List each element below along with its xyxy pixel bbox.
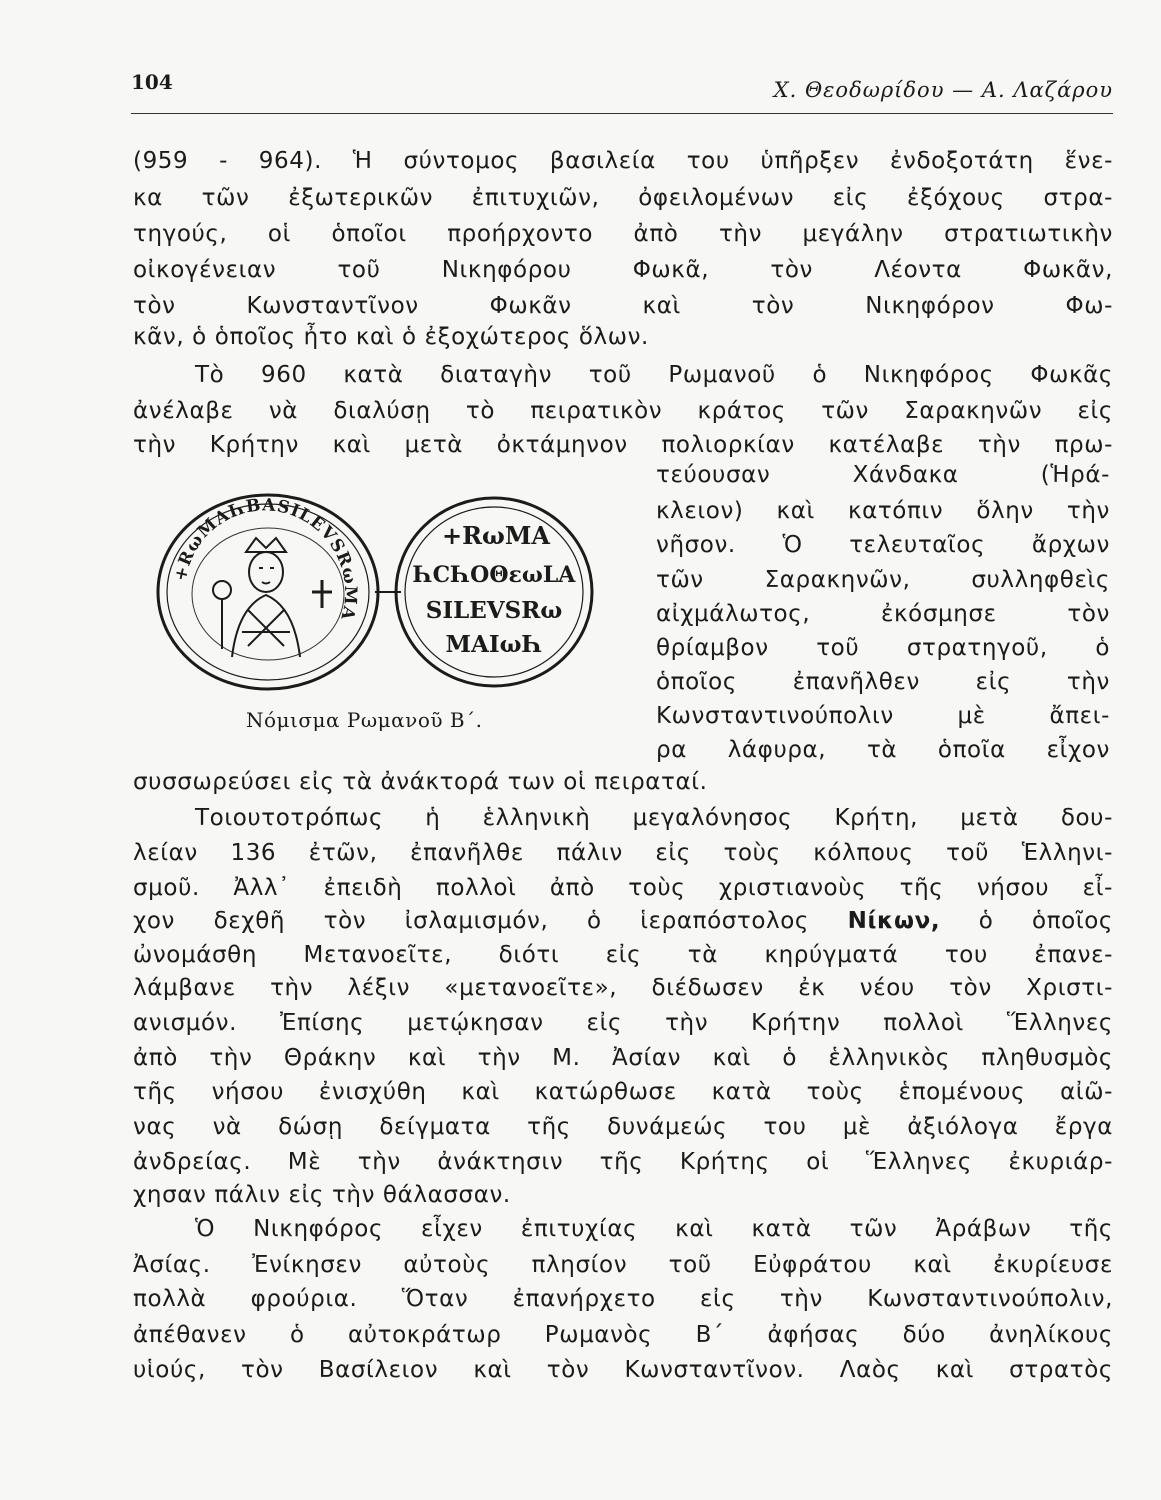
text-line: τὴν Κρήτην καὶ μετὰ ὀκτάμηνον πολιορκίαν κατέλαβε τὴν πρω- [133, 432, 1113, 458]
page-number: 104 [131, 70, 173, 94]
text-line: ἀνέλαβε νὰ διαλύσῃ τὸ πειρατικὸν κράτος τῶν Σαρακηνῶν εἰς [133, 398, 1113, 424]
text-line: τὸν Κωνσταντῖνον Φωκᾶν καὶ τὸν Νικηφόρον Φω- [133, 293, 1113, 319]
text-line: κλειον) καὶ κατόπιν ὅλην τὴν [656, 498, 1110, 524]
text-line: Τὸ 960 κατὰ διαταγὴν τοῦ Ρωμανοῦ ὁ Νικηφόρος Φωκᾶς [195, 362, 1113, 388]
text-line: λείαν 136 ἐτῶν, ἐπανῆλθε πάλιν εἰς τοὺς κόλπους τοῦ Ἑλληνι- [133, 840, 1113, 866]
text-line [133, 906, 1113, 936]
text-line: σμοῦ. Ἀλλ᾿ ἐπειδὴ πολλοὶ ἀπὸ τοὺς χριστιανοὺς τῆς νήσου εἶ- [133, 875, 1113, 901]
text-line: τῆς νήσου ἐνισχύθη καὶ κατώρθωσε κατὰ τοὺς ἑπομένους αἰῶ- [133, 1079, 1113, 1105]
text-line: οἰκογένειαν τοῦ Νικηφόρου Φωκᾶ, τὸν Λέοντα Φωκᾶν, [133, 257, 1113, 283]
text-line: Ἀσίας. Ἐνίκησεν αὐτοὺς πλησίον τοῦ Εὐφράτου καὶ ἐκυρίευσε [133, 1252, 1113, 1278]
text-line: ἀνδρείας. Μὲ τὴν ἀνάκτησιν τῆς Κρήτης οἱ Ἕλληνες ἐκυριάρ- [133, 1149, 1113, 1175]
reverse-line: MAIωҺ [445, 631, 543, 658]
text-line: κᾶν, ὁ ὁποῖος ἦτο καὶ ὁ ἐξοχώτερος ὅλων. [133, 324, 649, 350]
text-segment: ὁ ὁποῖος [940, 908, 1113, 934]
text-line: αἰχμάλωτος, ἐκόσμησε τὸν [656, 601, 1110, 627]
name-nikon: Νίκων, [847, 908, 941, 934]
text-line: (959 - 964). Ἡ σύντομος βασιλεία του ὑπῆρξεν ἐνδοξοτάτη ἕνε- [133, 148, 1113, 174]
text-line: ανισμόν. Ἐπίσης μετῴκησαν εἰς τὴν Κρήτην πολλοὶ Ἕλληνες [133, 1010, 1113, 1036]
text-line: χησαν πάλιν εἰς τὴν θάλασσαν. [133, 1182, 511, 1208]
coin-reverse-legend [413, 521, 577, 658]
text-line: τηγούς, οἱ ὁποῖοι προήρχοντο ἀπὸ τὴν μεγάλην στρατιωτικὴν [133, 221, 1113, 247]
text-line: πολλὰ φρούρια. Ὅταν ἐπανήρχετο εἰς τὴν Κωνσταντινούπολιν, [133, 1286, 1113, 1312]
text-segment: χον δεχθῆ τὸν ἰσλαμισμόν, ὁ ἱεραπόστολος [133, 908, 848, 934]
text-line: ἀπέθανεν ὁ αὐτοκράτωρ Ρωμανὸς Β΄ ἀφήσας δύο ἀνηλίκους [133, 1322, 1113, 1348]
text-line: ρα λάφυρα, τὰ ὁποῖα εἶχον [656, 737, 1110, 763]
reverse-line: ҺCҺOΘεωLA [412, 562, 576, 588]
text-line: νας νὰ δώσῃ δείγματα τῆς δυνάμεώς του μὲ ἀξιόλογα ἔργα [133, 1114, 1113, 1140]
text-line: υἱούς, τὸν Βασίλειον καὶ τὸν Κωνσταντῖνον. Λαὸς καὶ στρατὸς [133, 1357, 1113, 1383]
text-line: Ὁ Νικηφόρος εἶχεν ἐπιτυχίας καὶ κατὰ τῶν Ἀράβων τῆς [195, 1216, 1113, 1242]
text-line: Κωνσταντινούπολιν μὲ ἄπει- [656, 703, 1110, 729]
text-line: ὁποῖος ἐπανῆλθεν εἰς τὴν [656, 669, 1110, 695]
reverse-line: +RωMA [441, 521, 551, 550]
header-rule [131, 113, 1113, 114]
emperor-bust-icon [213, 538, 300, 657]
text-line: τῶν Σαρακηνῶν, συλληφθεὶς [656, 567, 1110, 593]
running-head: Χ. Θεοδωρίδου — Α. Λαζάρου [773, 78, 1113, 102]
coin-illustration [150, 492, 640, 692]
coin-figure [150, 492, 640, 692]
text-line: συσσωρεύσει εἰς τὰ ἀνάκτορά των οἱ πειραταί. [133, 769, 708, 795]
reverse-line: SILEVSRω [425, 597, 563, 624]
cross-icon [312, 580, 332, 608]
coin-obverse-legend: +RωMAҺBASILEVSRωMA [170, 495, 361, 623]
text-line: ἀπὸ τὴν Θράκην καὶ τὴν Μ. Ἀσίαν καὶ ὁ ἑλληνικὸς πληθυσμὸς [133, 1045, 1113, 1071]
text-line: θρίαμβον τοῦ στρατηγοῦ, ὁ [656, 635, 1110, 661]
text-line: ὠνομάσθη Μετανοεῖτε, διότι εἰς τὰ κηρύγματά του ἐπανε- [133, 942, 1113, 968]
text-line: τεύουσαν Χάνδακα (Ἡρά- [656, 462, 1110, 488]
text-line: Τοιουτοτρόπως ἡ ἑλληνικὴ μεγαλόνησος Κρήτη, μετὰ δου- [195, 805, 1113, 831]
text-line: κα τῶν ἐξωτερικῶν ἐπιτυχιῶν, ὀφειλομένων εἰς ἐξόχους στρα- [133, 185, 1113, 211]
figure-caption: Νόμισμα Ρωμανοῦ Β΄. [246, 708, 483, 732]
text-line: λάμβανε τὴν λέξιν «μετανοεῖτε», διέδωσεν ἐκ νέου τὸν Χριστι- [133, 975, 1113, 1001]
text-line: νῆσον. Ὁ τελευταῖος ἄρχων [656, 532, 1110, 558]
